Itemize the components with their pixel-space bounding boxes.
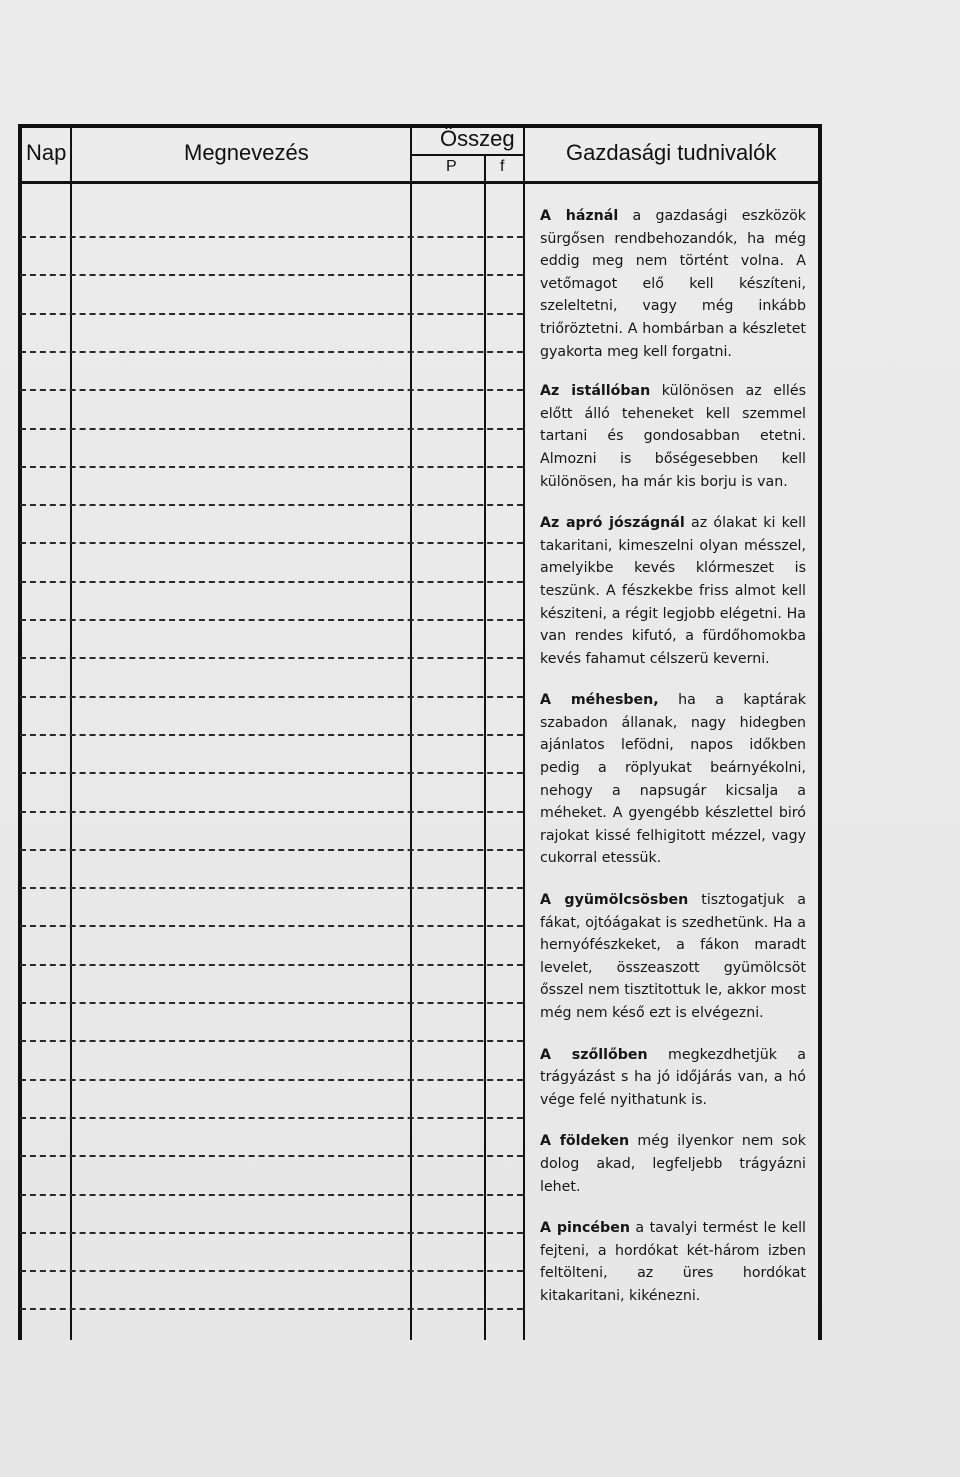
column-header-megnevezes: Megnevezés [184,140,309,165]
column-header-pengo: P [446,158,457,175]
note-body: ha a kaptárak szabadon állanak, nagy hidegben ajánlatos lefödni, napos időkben pedig a röplyukat beárnyékolni, nehogy a napsugár kicsalja a méheket. A gyengébb készlettel biró rajokat kissé felhigitott mézzel, vagy cukorral etessük. [540,692,807,867]
ledger-row-line [20,466,523,468]
ledger-row-line [20,1270,523,1272]
ledger-row-line [20,657,523,659]
megnevezes-column-divider [410,124,412,1340]
note-body: még ilyenkor nem sok dolog akad, legfeljebb trágyázni lehet. [540,1133,806,1195]
ledger-row-line [20,1155,523,1157]
table-top-border [18,124,822,128]
note-lead: A méhesben, [540,692,659,709]
column-header-filler: f [500,158,505,175]
column-header-osszeg: Összeg [440,126,515,151]
ledger-row-line [20,1079,523,1081]
osszeg-column-divider [523,124,525,1340]
ledger-row-line [20,772,523,774]
ledger-row-line [20,542,523,544]
ledger-row-line [20,1308,523,1310]
ledger-row-line [20,811,523,813]
ledger-row-line [20,925,523,927]
note-lead: Az apró jószágnál [540,515,685,532]
note-paragraph [540,1217,806,1307]
pengo-filler-divider [484,156,486,1340]
ledger-row-line [20,581,523,583]
ledger-row-line [20,504,523,506]
ledger-row-line [20,1040,523,1042]
header-bottom-rule [18,181,822,184]
ledger-row-line [20,236,523,238]
table-right-border [818,124,822,1340]
ledger-row-line [20,1194,523,1196]
ledger-row-line [20,887,523,889]
note-lead: A pincében [540,1220,630,1237]
note-body: a gazdasági eszközök sürgősen rendbehozandók, ha még eddig meg nem történt volna. A vetőmagot elő kell készíteni, szeleltetni, vagy még inkább triőröztetni. A hombárban a készletet gyakorta meg kell forgatni. [540,208,807,360]
ledger-row-line [20,734,523,736]
note-paragraph [540,1044,806,1112]
ledger-row-line [20,964,523,966]
ledger-row-line [20,1232,523,1234]
note-body: tisztogatjuk a fákat, ojtóágakat is szedhetünk. Ha a hernyófészkeket, a fákon maradt levelet, összeaszott gyümölcsöt ősszel nem tisztitottuk le, akkor most még nem késő ezt is elvégezni. [540,892,806,1021]
note-body: a tavalyi termést le kell fejteni, a hordókat két-három izben feltölteni, az üres hordókat kitakaritani, kikénezni. [540,1220,806,1304]
note-body: az ólakat ki kell takaritani, kimeszelni olyan mésszel, amelyikbe kevés klórmeszet is teszünk. A fészkekbe friss almot kell késziteni, a régit legjobb elégetni. Ha van rendes kifutó, a fürdőhomokba kevés fahamut célszerü keverni. [540,515,807,667]
ledger-row-line [20,619,523,621]
note-paragraph [540,1130,806,1198]
note-body: különösen az ellés előtt álló teheneket kell szemmel tartani és gondosabban etetni. Almozni is bőségesebben kell különösen, ha már kis borju is van. [540,383,806,490]
column-header-gazdasagi-tudnivalok: Gazdasági tudnivalók [566,140,777,165]
note-paragraph [540,689,806,870]
note-lead: A háznál [540,208,619,224]
ledger-row-line [20,274,523,276]
note-paragraph [540,380,806,493]
note-lead: A földeken [540,1133,630,1150]
note-body: megkezdhetjük a trágyázást s ha jó időjárás van, a hó vége felé nyithatunk is. [540,1046,806,1108]
ledger-row-line [20,696,523,698]
ledger-row-line [20,1002,523,1004]
note-paragraph [540,889,806,1025]
column-header-nap: Nap [26,140,67,165]
ledger-row-line [20,849,523,851]
table-left-border [18,124,22,1340]
ledger-row-line [20,428,523,430]
osszeg-subheader-rule [412,154,523,156]
note-lead: A szőllőben [540,1046,648,1063]
note-paragraph [540,205,806,363]
gazdasagi-tudnivalok-text [540,205,806,1327]
note-lead: Az istállóban [540,383,651,400]
ledger-row-line [20,313,523,315]
nap-column-divider [70,124,72,1340]
ledger-row-line [20,1117,523,1119]
ledger-row-line [20,351,523,353]
note-paragraph [540,512,806,670]
note-lead: A gyümölcsösben [540,892,689,909]
ledger-row-line [20,389,523,391]
